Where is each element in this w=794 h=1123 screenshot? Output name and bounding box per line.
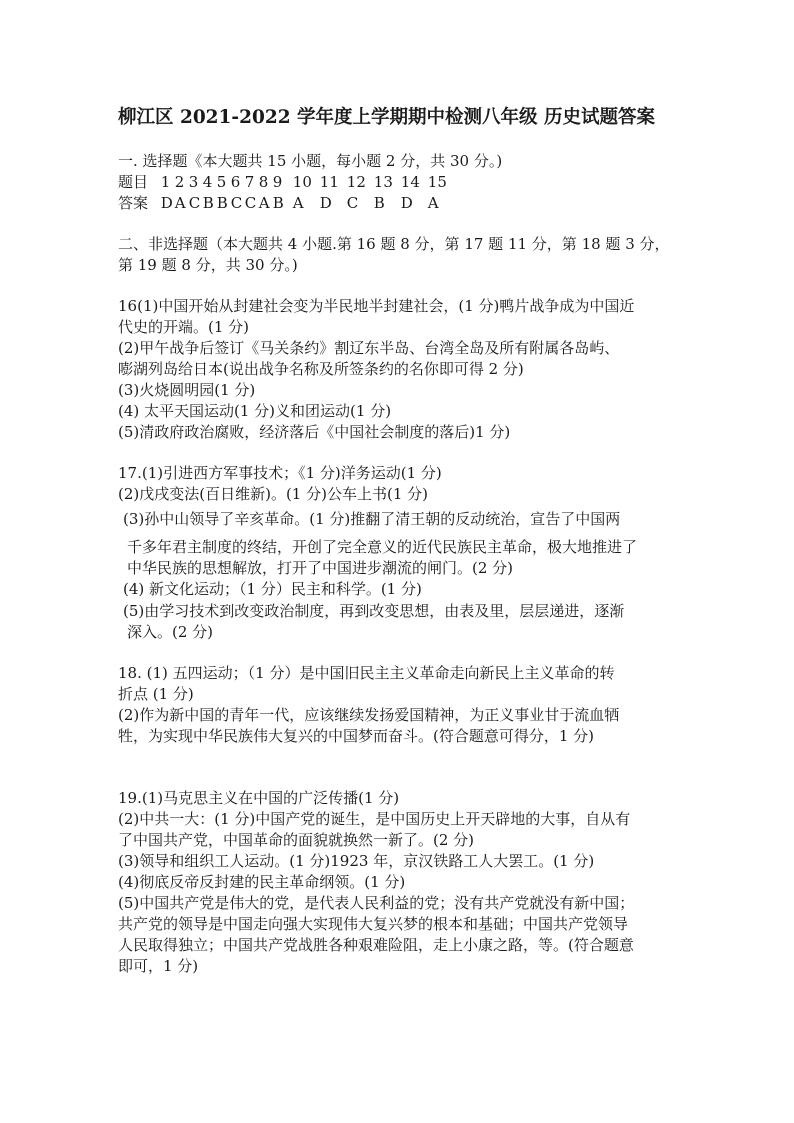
question-number: 7: [244, 173, 255, 191]
answer-letter: B: [272, 194, 284, 212]
q19-line: 了中国共产党，中国革命的面貌就换然一新了。(2 分): [118, 831, 475, 849]
q18-line: 18. (1) 五四运动；（1 分）是中国旧民主主义革命走向新民上主义革命的转: [118, 664, 615, 682]
answer-letter: B: [373, 194, 385, 212]
q19-line: 19.(1)马克思主义在中国的广泛传播(1 分): [118, 789, 400, 807]
q16-line: (5)清政府政治腐败，经济落后《中国社会制度的落后)1 分): [118, 423, 511, 441]
q16-line: 16(1)中国开始从封建社会变为半民地半封建社会，(1 分)鸭片战争成为中国近: [118, 297, 635, 315]
q17-line: 17.(1)引进西方军事技术；《1 分)洋务运动(1 分): [118, 464, 442, 482]
question-label: 题目: [118, 173, 149, 191]
answer-label: 答案: [118, 194, 149, 212]
section2-heading-line2: 第 19 题 8 分，共 30 分。): [118, 256, 298, 274]
answer-letter: A: [427, 194, 439, 212]
q17-line: (3)孙中山领导了辛亥革命。(1 分)推翻了清王朝的反动统治，宣告了中国两: [123, 510, 621, 528]
question-number: 1: [160, 173, 171, 191]
answer-letter: B: [216, 194, 228, 212]
answer-letter: C: [244, 194, 257, 212]
question-number: 3: [188, 173, 199, 191]
question-number: 8: [258, 173, 269, 191]
question-number: 2: [174, 173, 185, 191]
question-number: 9: [272, 173, 283, 191]
answer-letter: C: [230, 194, 243, 212]
q19-line: 人民取得独立；中国共产党战胜各种艰难险阻，走上小康之路，等。(符合题意: [118, 936, 634, 954]
q18-line: 折点 (1 分): [118, 685, 194, 703]
answer-letter: C: [188, 194, 201, 212]
q17-line: 中华民族的思想解放，打开了中国进步潮流的闸门。(2 分): [127, 559, 514, 577]
q16-line: (4) 太平天国运动(1 分)义和团运动(1 分): [118, 402, 392, 420]
answer-letter: A: [292, 194, 304, 212]
answer-letter: A: [258, 194, 270, 212]
q17-line: (4) 新文化运动；（1 分）民主和科学。(1 分): [123, 580, 422, 598]
question-number: 11: [319, 173, 339, 191]
q19-line: (3)领导和组织工人运动。(1 分)1923 年，京汉铁路工人大罢工。(1 分): [118, 852, 595, 870]
question-number: 6: [230, 173, 241, 191]
answer-letter: D: [400, 194, 413, 212]
answer-letter: D: [319, 194, 332, 212]
page-title: 柳江区 2021-2022 学年度上学期期中检测八年级 历史试题答案: [118, 107, 655, 128]
q16-line: (2)甲午战争后签订《马关条约》割辽东半岛、台湾全岛及所有附属各岛屿、: [118, 339, 620, 357]
answer-letter: C: [346, 194, 359, 212]
q18-line: (2)作为新中国的青年一代，应该继续发扬爱国精神，为正义事业甘于流血牺: [118, 706, 620, 724]
question-number: 12: [346, 173, 366, 191]
q17-line: (2)戊戌变法(百日维新)。(1 分)公车上书(1 分): [118, 485, 428, 503]
q17-line: 千多年君主制度的终结，开创了完全意义的近代民族民主革命，极大地推进了: [127, 538, 638, 556]
q19-line: (2)中共一大：(1 分)中国产党的诞生，是中国历史上开天辟地的大事，自从有: [118, 810, 631, 828]
section2-heading-line1: 二、非选择题（本大题共 4 小题.第 16 题 8 分，第 17 题 11 分，第 18 题 3 分，: [118, 235, 670, 253]
question-number: 10: [292, 173, 312, 191]
q19-line: 即可，1 分): [118, 957, 199, 975]
question-number: 14: [400, 173, 420, 191]
q17-line: (5)由学习技术到改变政治制度，再到改变思想，由表及里，层层递进，逐渐: [123, 602, 625, 620]
q19-line: (4)彻底反帝反封建的民主革命纲领。(1 分): [118, 873, 406, 891]
q19-line: 共产党的领导是中国走向强大实现伟大复兴梦的根本和基础；中国共产党领导: [118, 915, 629, 933]
answer-letter: B: [202, 194, 214, 212]
question-number: 13: [373, 173, 393, 191]
section1-heading: 一. 选择题《本大题共 15 小题，每小题 2 分，共 30 分。): [118, 152, 503, 170]
q16-line: (3)火烧圆明园(1 分): [118, 381, 256, 399]
answer-letter: D: [160, 194, 173, 212]
question-number: 4: [202, 173, 213, 191]
q16-line: 代史的开端。(1 分): [118, 318, 250, 336]
q19-line: (5)中国共产党是伟大的党，是代表人民利益的党；没有共产党就没有新中国；: [118, 894, 635, 912]
answer-letter: A: [174, 194, 186, 212]
q18-line: 牲，为实现中华民族伟大复兴的中国梦而奋斗。(符合题意可得分，1 分): [118, 727, 595, 745]
q17-line: 深入。(2 分): [127, 623, 214, 641]
answer-row: [118, 193, 455, 213]
question-number-row: [118, 172, 455, 192]
answer-letters: [161, 193, 455, 213]
question-number: 15: [427, 173, 447, 191]
question-numbers: [161, 172, 455, 192]
q16-line: 嘭湖列岛给日本(说出战争名称及所签条约的名你即可得 2 分): [118, 360, 524, 378]
question-number: 5: [216, 173, 227, 191]
